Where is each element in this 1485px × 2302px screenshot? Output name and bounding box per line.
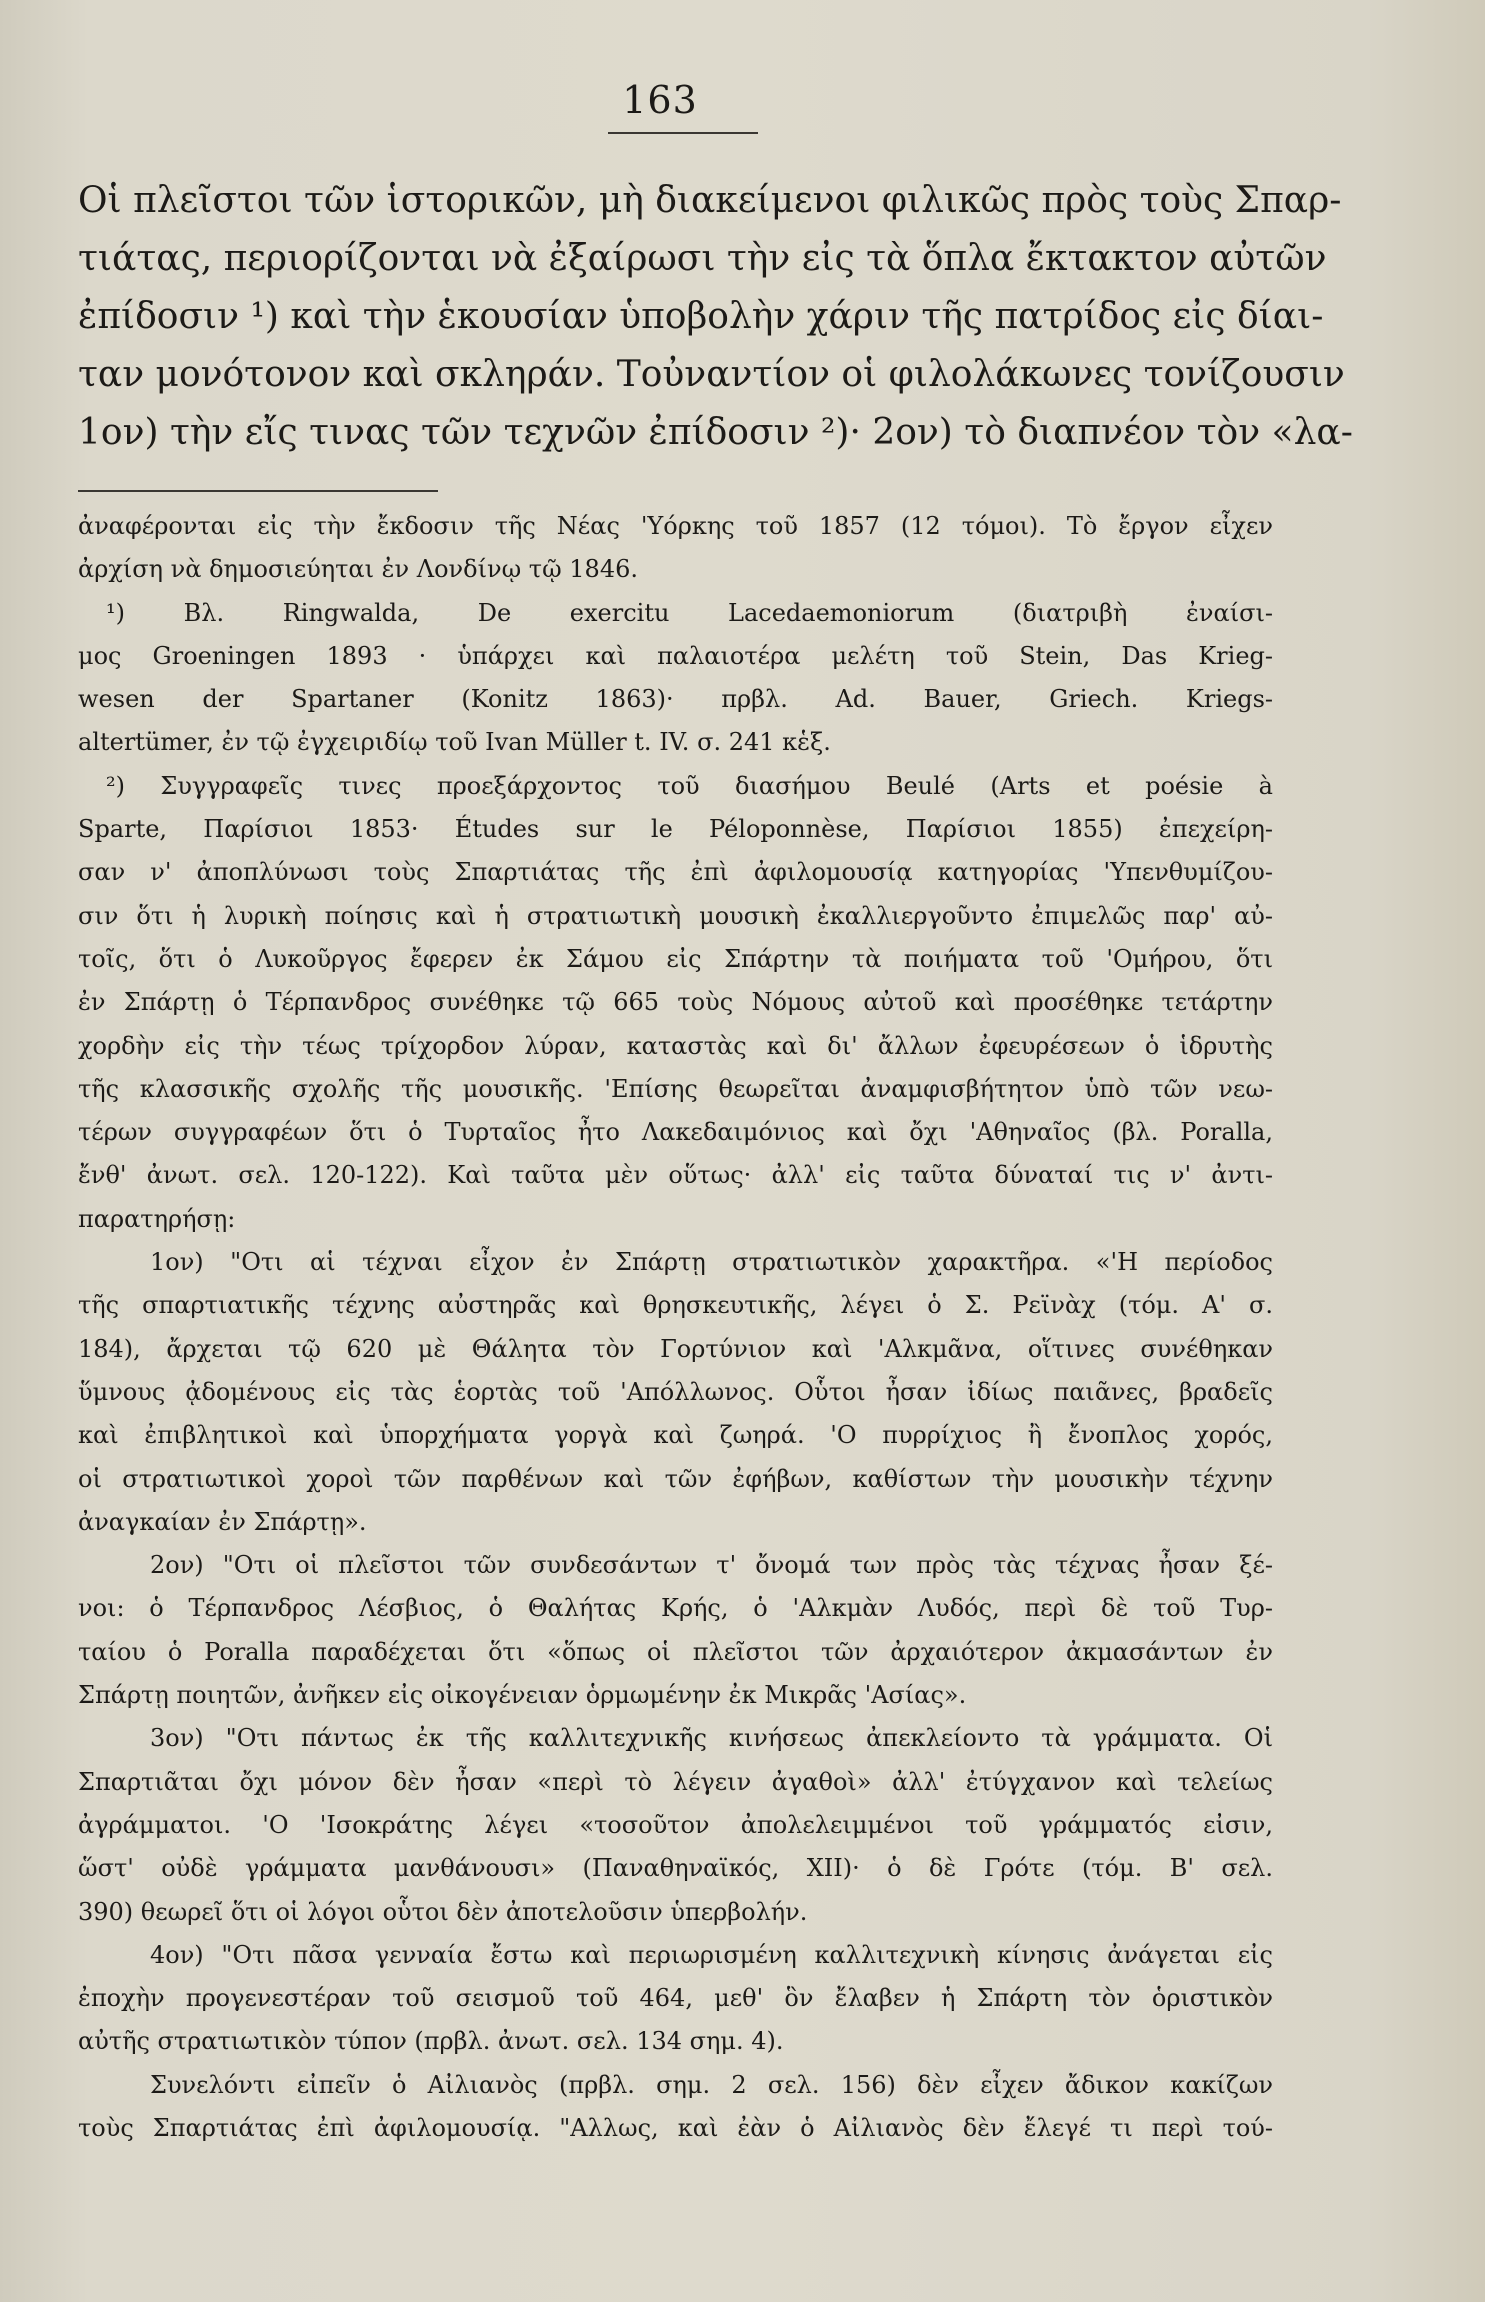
note-line: Σπάρτῃ ποιητῶν, ἀνῆκεν εἰς οἰκογένειαν ὁρμωμένην ἐκ Μικρᾶς 'Ασίας».: [78, 1681, 967, 1710]
body-line: ταν μονότονον καὶ σκληράν. Τοὐναντίον οἱ φιλολάκωνες τονίζουσιν: [78, 354, 1345, 395]
note-line: 3ον) "Οτι πάντως ἐκ τῆς καλλιτεχνικῆς κινήσεως ἀπεκλείοντο τὰ γράμματα. Οἱ: [150, 1724, 1273, 1753]
note-line: Sparte, Παρίσιοι 1853· Études sur le Péloponnèse, Παρίσιοι 1855) ἐπεχείρη-: [78, 815, 1273, 844]
note-line: τῆς σπαρτιατικῆς τέχνης αὐστηρᾶς καὶ θρησκευτικῆς, λέγει ὁ Σ. Ρεϊνὰχ (τόμ. Α' σ.: [78, 1291, 1273, 1320]
note-line: παρατηρήσῃ:: [78, 1204, 236, 1233]
note-line: σαν ν' ἀποπλύνωσι τοὺς Σπαρτιάτας τῆς ἐπὶ ἀφιλομουσίᾳ κατηγορίας 'Υπενθυμίζου-: [78, 858, 1273, 887]
note-line: ἐποχὴν προγενεστέραν τοῦ σεισμοῦ τοῦ 464, μεθ' ὃν ἔλαβεν ἡ Σπάρτη τὸν ὁριστικὸν: [78, 1984, 1273, 2013]
note-line: 390) θεωρεῖ ὅτι οἱ λόγοι οὗτοι δὲν ἀποτελοῦσιν ὑπερβολήν.: [78, 1897, 808, 1926]
page-number: 163: [622, 78, 698, 122]
note-line: 4ον) "Οτι πᾶσα γενναία ἔστω καὶ περιωρισμένη καλλιτεχνικὴ κίνησις ἀνάγεται εἰς: [150, 1940, 1273, 1969]
note-line: ἀναφέρονται εἰς τὴν ἔκδοσιν τῆς Νέας 'Υόρκης τοῦ 1857 (12 τόμοι). Τὸ ἔργον εἶχεν: [78, 512, 1273, 540]
note-line: ¹) Βλ. Ringwalda, De exercitu Lacedaemoniorum (διατριβὴ ἐναίσι-: [106, 598, 1273, 627]
note-line: τοῖς, ὅτι ὁ Λυκοῦργος ἔφερεν ἐκ Σάμου εἰς Σπάρτην τὰ ποιήματα τοῦ 'Ομήρου, ὅτι: [78, 944, 1273, 973]
note-line: ὕμνους ᾀδομένους εἰς τὰς ἑορτὰς τοῦ 'Απόλλωνος. Οὗτοι ἦσαν ἰδίως παιᾶνες, βραδεῖς: [78, 1377, 1273, 1406]
note-line: Σπαρτιᾶται ὄχι μόνον δὲν ἦσαν «περὶ τὸ λέγειν ἀγαθοὶ» ἀλλ' ἐτύγχανον καὶ τελείως: [78, 1767, 1273, 1796]
note-line: ὥστ' οὐδὲ γράμματα μανθάνουσι» (Παναθηναϊκός, XII)· ὁ δὲ Γρότε (τόμ. Β' σελ.: [78, 1854, 1273, 1883]
note-line: νοι: ὁ Τέρπανδρος Λέσβιος, ὁ Θαλήτας Κρής, ὁ 'Αλκμὰν Λυδός, περὶ δὲ τοῦ Τυρ-: [78, 1594, 1273, 1623]
page-number-rule: [608, 132, 758, 134]
note-line: σιν ὅτι ἡ λυρικὴ ποίησις καὶ ἡ στρατιωτικὴ μουσικὴ ἐκαλλιεργοῦντο ἐπιμελῶς παρ' αὐ-: [78, 901, 1273, 930]
note-line: 184), ἄρχεται τῷ 620 μὲ Θάλητα τὸν Γορτύνιον καὶ 'Αλκμᾶνα, οἵτινες συνέθηκαν: [78, 1334, 1273, 1363]
note-line: ἀρχίση νὰ δημοσιεύηται ἐν Λονδίνῳ τῷ 1846.: [78, 555, 638, 584]
main-paragraph: [78, 172, 1353, 462]
note-line: altertümer, ἐν τῷ ἐγχειριδίῳ τοῦ Ivan Müller t. IV. σ. 241 κἑξ.: [78, 728, 831, 757]
note-line: ἀγράμματοι. 'Ο 'Ισοκράτης λέγει «τοσοῦτον ἀπολελειμμένοι τοῦ γράμματός εἰσιν,: [78, 1810, 1273, 1839]
note-line: καὶ ἐπιβλητικοὶ καὶ ὑπορχήματα γοργὰ καὶ ζωηρά. 'Ο πυρρίχιος ἢ ἔνοπλος χορός,: [78, 1421, 1273, 1450]
note-line: τοὺς Σπαρτιάτας ἐπὶ ἀφιλομουσίᾳ. "Αλλως, καὶ ἐὰν ὁ Αἰλιανὸς δὲν ἔλεγέ τι περὶ τού-: [78, 2113, 1273, 2142]
body-line: ἐπίδοσιν ¹) καὶ τὴν ἑκουσίαν ὑποβολὴν χάριν τῆς πατρίδος εἰς δίαι-: [78, 296, 1324, 337]
body-line: Οἱ πλεῖστοι τῶν ἱστορικῶν, μὴ διακείμενοι φιλικῶς πρὸς τοὺς Σπαρ-: [78, 180, 1342, 221]
footnote-rule: [78, 490, 438, 492]
footnotes: [78, 505, 1273, 2150]
note-line: wesen der Spartaner (Konitz 1863)· πρβλ. Ad. Bauer, Griech. Kriegs-: [78, 685, 1273, 714]
note-line: 1ον) "Οτι αἱ τέχναι εἶχον ἐν Σπάρτῃ στρατιωτικὸν χαρακτῆρα. «'Η περίοδος: [150, 1248, 1273, 1277]
note-line: ἔνθ' ἀνωτ. σελ. 120-122). Καὶ ταῦτα μὲν οὕτως· ἀλλ' εἰς ταῦτα δύναταί τις ν' ἀντι-: [78, 1161, 1273, 1190]
note-line: Συνελόντι εἰπεῖν ὁ Αἰλιανὸς (πρβλ. σημ. 2 σελ. 156) δὲν εἶχεν ἄδικον κακίζων: [150, 2070, 1273, 2099]
note-line: ²) Συγγραφεῖς τινες προεξάρχοντος τοῦ διασήμου Beulé (Arts et poésie à: [106, 771, 1273, 800]
note-line: χορδὴν εἰς τὴν τέως τρίχορδον λύραν, καταστὰς καὶ δι' ἄλλων ἐφευρέσεων ὁ ἱδρυτὴς: [78, 1031, 1273, 1060]
note-line: ἀναγκαίαν ἐν Σπάρτῃ».: [78, 1507, 367, 1536]
note-line: αὐτῆς στρατιωτικὸν τύπον (πρβλ. ἀνωτ. σελ. 134 σημ. 4).: [78, 2027, 784, 2056]
note-line: 2ον) "Οτι οἱ πλεῖστοι τῶν συνδεσάντων τ' ὄνομά των πρὸς τὰς τέχνας ἦσαν ξέ-: [150, 1551, 1273, 1580]
note-line: ἐν Σπάρτῃ ὁ Τέρπανδρος συνέθηκε τῷ 665 τοὺς Νόμους αὐτοῦ καὶ προσέθηκε τετάρτην: [78, 988, 1273, 1017]
note-line: τῆς κλασσικῆς σχολῆς τῆς μουσικῆς. 'Επίσης θεωρεῖται ἀναμφισβήτητον ὑπὸ τῶν νεω-: [78, 1074, 1273, 1103]
note-line: τέρων συγγραφέων ὅτι ὁ Τυρταῖος ἦτο Λακεδαιμόνιος καὶ ὄχι 'Αθηναῖος (βλ. Poralla,: [78, 1118, 1273, 1147]
note-line: οἱ στρατιωτικοὶ χοροὶ τῶν παρθένων καὶ τῶν ἐφήβων, καθίστων τὴν μουσικὴν τέχνην: [78, 1464, 1273, 1493]
body-line: τιάτας, περιορίζονται νὰ ἐξαίρωσι τὴν εἰς τὰ ὅπλα ἔκτακτον αὐτῶν: [78, 238, 1327, 279]
note-line: μος Groeningen 1893 · ὑπάρχει καὶ παλαιοτέρα μελέτη τοῦ Stein, Das Krieg-: [78, 641, 1273, 670]
note-line: ταίου ὁ Poralla παραδέχεται ὅτι «ὅπως οἱ πλεῖστοι τῶν ἀρχαιότερον ἀκμασάντων ἐν: [78, 1637, 1273, 1666]
body-line: 1ον) τὴν εἴς τινας τῶν τεχνῶν ἐπίδοσιν ²)· 2ον) τὸ διαπνέον τὸν «λα-: [78, 412, 1353, 453]
